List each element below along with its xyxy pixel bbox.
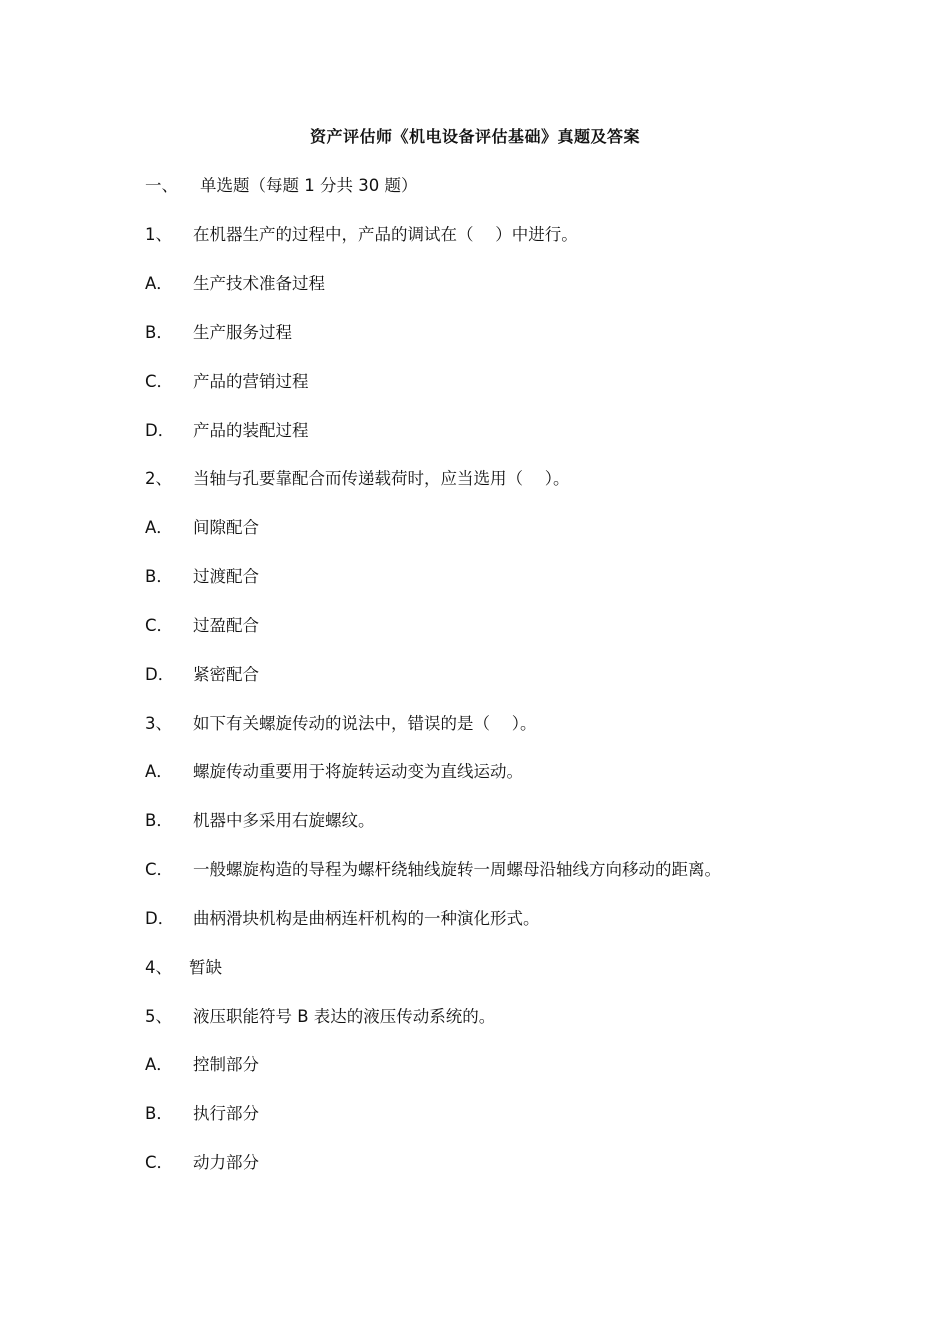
question-1: 1、 在机器生产的过程中，产品的调试在（ ）中进行。 (145, 225, 578, 244)
question-2: 2、 当轴与孔要靠配合而传递载荷时，应当选用（ ）。 (145, 469, 570, 488)
option-2c: C． 过盈配合 (145, 616, 259, 635)
option-3a: A． 螺旋传动重要用于将旋转运动变为直线运动。 (145, 762, 523, 781)
option-2b: B． 过渡配合 (145, 567, 259, 586)
option-3b: B． 机器中多采用右旋螺纹。 (145, 811, 375, 830)
option-3d: D． 曲柄滑块机构是曲柄连杆机构的一种演化形式。 (145, 909, 540, 928)
question-3: 3、 如下有关螺旋传动的说法中，错误的是（ ）。 (145, 714, 537, 733)
option-1c: C． 产品的营销过程 (145, 372, 309, 391)
section-number: 一、 (145, 176, 178, 195)
option-5c: C． 动力部分 (145, 1153, 259, 1172)
section-heading (145, 174, 417, 198)
question-5: 5、 液压职能符号 B 表达的液压传动系统的。 (145, 1007, 496, 1026)
option-2a: A． 间隙配合 (145, 518, 259, 537)
option-5a: A． 控制部分 (145, 1055, 259, 1074)
section-text: 单选题（每题 1 分共 30 题） (200, 176, 418, 195)
option-1a: A． 生产技术准备过程 (145, 274, 325, 293)
option-1d: D． 产品的装配过程 (145, 421, 309, 440)
option-5b: B． 执行部分 (145, 1104, 259, 1123)
option-2d: D． 紧密配合 (145, 665, 259, 684)
option-1b: B． 生产服务过程 (145, 323, 292, 342)
option-3c: C． 一般螺旋构造的导程为螺杆绕轴线旋转一周螺母沿轴线方向移动的距离。 (145, 860, 721, 879)
question-4: 4、 暂缺 (145, 958, 222, 977)
document-title: 资产评估师《机电设备评估基础》真题及答案 (309, 127, 640, 146)
